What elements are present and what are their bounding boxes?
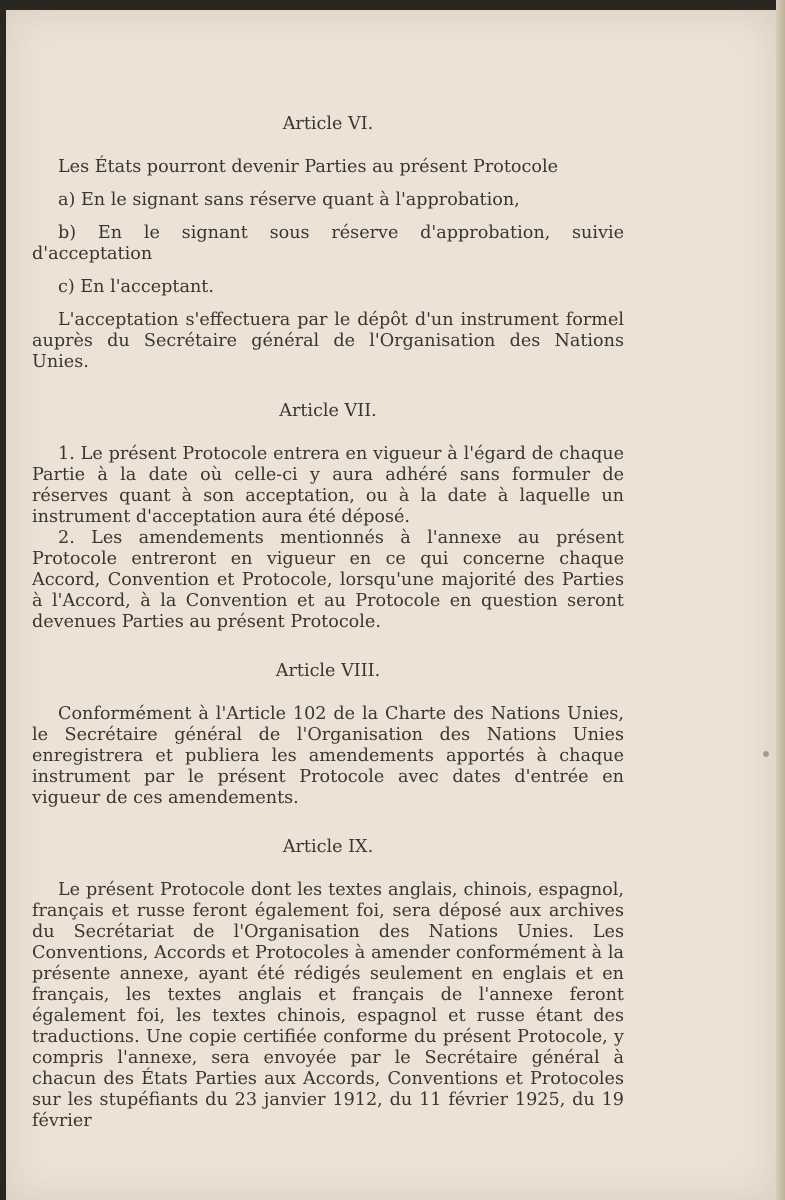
article-8-paragraph: Conformément à l'Article 102 de la Charte des Nations Unies, le Secrétaire général de l'Organisation des Nations Unies enregistrera et publiera les amendements apportés à chaque instrument par le présent Protocole avec dates d'entrée en vigueur de ces amendements. [32,704,624,808]
page-mark [763,751,769,757]
article-7-paragraph-1: 1. Le présent Protocole entrera en vigueur à l'égard de chaque Partie à la date où celle-ci y aura adhéré sans formuler de réserves quant à son acceptation, ou à la date à laquelle un instrument d'acceptation aura été déposé. [32,444,624,527]
page-edge [776,0,785,1200]
article-6-heading: Article VI. [282,114,374,134]
article-6-paragraph: Les États pourront devenir Parties au présent Protocole [58,157,558,177]
article-7-heading: Article VII. [279,401,377,421]
article-6-paragraph-acceptance: L'acceptation s'effectuera par le dépôt d'un instrument formel auprès du Secrétaire général de l'Organisation des Nations Unies. [32,310,624,372]
article-7-paragraph-2: 2. Les amendements mentionnés à l'annexe au présent Protocole entreront en vigueur en ce qui concerne chaque Accord, Convention et Protocole, lorsqu'une majorité des Parties à l'Accord, à la Convention et au Protocole en question seront devenues Parties au présent Protocole. [32,528,624,632]
document-page [6,10,776,1200]
article-9-heading: Article IX. [282,837,374,857]
article-6-item-c: c) En l'acceptant. [58,277,214,297]
article-6-item-a: a) En le signant sans réserve quant à l'approbation, [58,190,520,210]
document-text [32,114,624,1132]
article-9-paragraph: Le présent Protocole dont les textes anglais, chinois, espagnol, français et russe feront également foi, sera déposé aux archives du Secrétariat de l'Organisation des Nations Unies. Les Conventions, Accords et Protocoles à amender conformément à la présente annexe, ayant été rédigés seulement en englais et en français, les textes anglais et français de l'annexe feront également foi, les textes chinois, espagnol et russe étant des traductions. Une copie certifiée conforme du présent Protocole, y compris l'annexe, sera envoyée par le Secrétaire général à chacun des États Parties aux Accords, Conventions et Protocoles sur les stupéfiants du 23 janvier 1912, du 11 février 1925, du 19 février [32,880,624,1131]
article-8-heading: Article VIII. [275,661,381,681]
article-6-item-b: b) En le signant sous réserve d'approbation, suivie d'acceptation [32,223,624,264]
